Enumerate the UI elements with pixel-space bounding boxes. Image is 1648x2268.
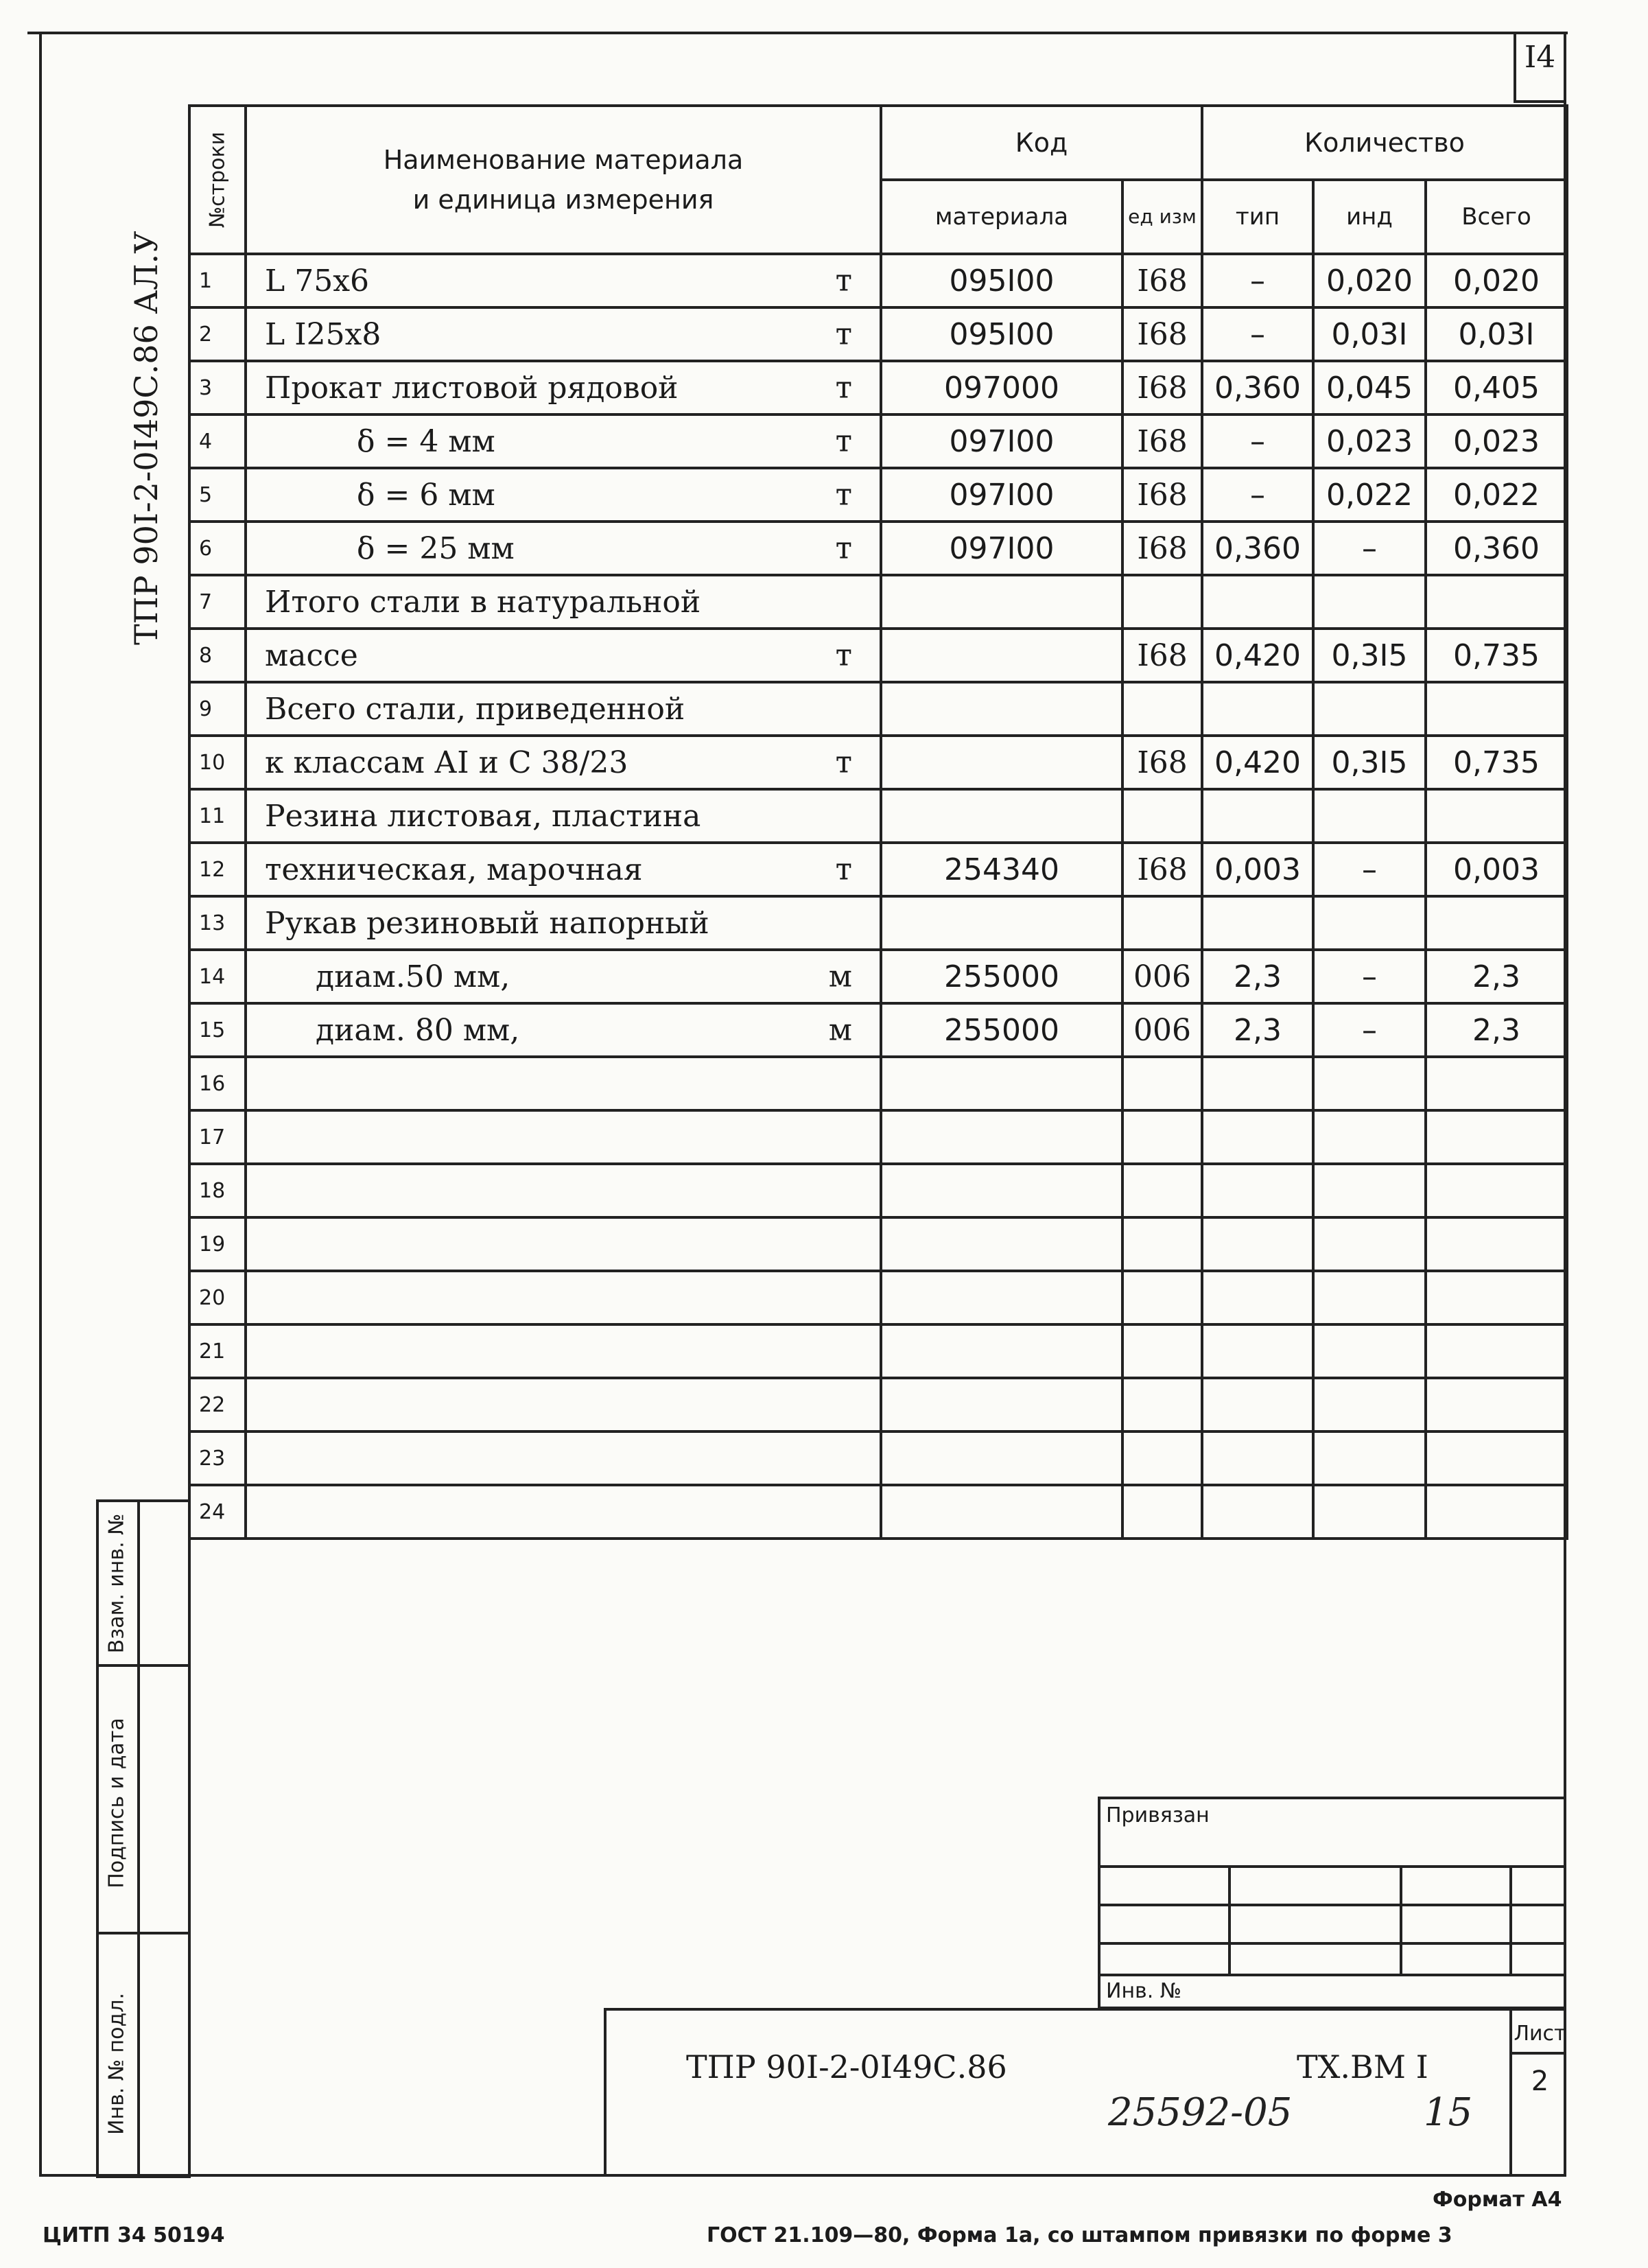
row-number: 3 [189, 361, 246, 414]
table-header-row-1 [189, 106, 1567, 180]
unit-code: I68 [1122, 254, 1202, 307]
table-row [189, 843, 1567, 896]
code-unit-header: ед изм [1122, 180, 1202, 254]
qty-ind [1313, 1164, 1426, 1217]
inv-label: Инв. № подл. [104, 1993, 129, 2135]
qty-type: 0,420 [1202, 736, 1313, 789]
table-row [189, 950, 1567, 1003]
binding-line-4 [1098, 1974, 1566, 1976]
rows-label: №строки [205, 131, 230, 229]
material-name-cell [246, 307, 881, 361]
table-row [189, 736, 1567, 789]
qty-type [1202, 1057, 1313, 1110]
format-label: Формат А4 [1433, 2188, 1562, 2212]
row-number: 11 [189, 789, 246, 843]
material-code: 254340 [881, 843, 1122, 896]
qty-ind: – [1313, 1003, 1426, 1057]
qty-total [1426, 1271, 1567, 1324]
table-row [189, 789, 1567, 843]
material-name-cell [246, 789, 881, 843]
sheet-label: Лист [1514, 2022, 1566, 2046]
material-name: массе [265, 638, 358, 673]
binding-vline-2 [1400, 1865, 1402, 1974]
qty-ind: 0,022 [1313, 468, 1426, 522]
qty-total: 0,023 [1426, 414, 1567, 468]
qty-group-header: Количество [1202, 106, 1567, 180]
unit-code [1122, 1057, 1202, 1110]
qty-total: 0,735 [1426, 629, 1567, 682]
unit-code [1122, 789, 1202, 843]
qty-ind [1313, 1110, 1426, 1164]
unit-code: I68 [1122, 629, 1202, 682]
unit-code: I68 [1122, 307, 1202, 361]
row-number: 16 [189, 1057, 246, 1110]
row-number: 19 [189, 1217, 246, 1271]
table-row [189, 1378, 1567, 1431]
material-name-cell [246, 1003, 881, 1057]
qty-ind: 0,045 [1313, 361, 1426, 414]
material-code: 095I00 [881, 254, 1122, 307]
qty-ind [1313, 1485, 1426, 1539]
binding-line-2 [1098, 1904, 1566, 1906]
material-code [881, 629, 1122, 682]
table-row [189, 1431, 1567, 1485]
row-number: 22 [189, 1378, 246, 1431]
binding-line-1 [1098, 1865, 1566, 1868]
material-name-cell [246, 1217, 881, 1271]
material-name: δ = 25 мм [357, 530, 515, 566]
unit-code [1122, 896, 1202, 950]
qty-type [1202, 1217, 1313, 1271]
qty-type [1202, 1110, 1313, 1164]
qty-type: 0,003 [1202, 843, 1313, 896]
material-code [881, 1485, 1122, 1539]
material-unit: м [828, 959, 852, 994]
row-number: 23 [189, 1431, 246, 1485]
table-row [189, 307, 1567, 361]
table-row [189, 629, 1567, 682]
qty-total [1426, 1110, 1567, 1164]
name-header-line2: и единица измерения [412, 185, 714, 215]
row-number: 14 [189, 950, 246, 1003]
unit-code [1122, 1431, 1202, 1485]
material-name-cell [246, 950, 881, 1003]
table-row [189, 1003, 1567, 1057]
table-row [189, 361, 1567, 414]
material-name: δ = 6 мм [357, 477, 495, 513]
name-column-header [246, 106, 881, 254]
qty-total: 0,003 [1426, 843, 1567, 896]
qty-total: 2,3 [1426, 950, 1567, 1003]
title-stamp-sheet-divider [1509, 2008, 1512, 2177]
rows-column-header [189, 106, 246, 254]
table-row [189, 1217, 1567, 1271]
material-code: 095I00 [881, 307, 1122, 361]
unit-code [1122, 682, 1202, 736]
code-group-header: Код [881, 106, 1202, 180]
row-number: 2 [189, 307, 246, 361]
material-name-cell [246, 1057, 881, 1110]
material-unit: т [835, 477, 852, 513]
material-name: к классам АI и С 38/23 [265, 745, 628, 780]
qty-total [1426, 789, 1567, 843]
table-row [189, 682, 1567, 736]
qty-total [1426, 575, 1567, 629]
qty-ind: 0,020 [1313, 254, 1426, 307]
material-name: Рукав резиновый напорный [265, 905, 709, 941]
material-name: диам. 80 мм, [316, 1012, 520, 1048]
footer-left-code: ЦИТП 34 50194 [43, 2223, 225, 2247]
table-row [189, 522, 1567, 575]
unit-code [1122, 1485, 1202, 1539]
unit-code [1122, 1110, 1202, 1164]
material-code [881, 1271, 1122, 1324]
qty-type: 0,420 [1202, 629, 1313, 682]
unit-code [1122, 1271, 1202, 1324]
material-unit: т [835, 263, 852, 299]
material-name-cell [246, 682, 881, 736]
row-number: 4 [189, 414, 246, 468]
title-stamp [604, 2008, 1566, 2177]
material-code: 097I00 [881, 522, 1122, 575]
material-code [881, 789, 1122, 843]
unit-code: 006 [1122, 950, 1202, 1003]
table-row [189, 1485, 1567, 1539]
row-number: 9 [189, 682, 246, 736]
material-unit: т [835, 852, 852, 887]
material-code: 255000 [881, 1003, 1122, 1057]
page-number: I4 [1524, 40, 1556, 75]
material-code: 097I00 [881, 414, 1122, 468]
table-row [189, 414, 1567, 468]
qty-type: – [1202, 254, 1313, 307]
qty-ind [1313, 1271, 1426, 1324]
material-name-cell [246, 414, 881, 468]
qty-type [1202, 1271, 1313, 1324]
material-code [881, 1324, 1122, 1378]
qty-type: 2,3 [1202, 1003, 1313, 1057]
qty-ind-header: инд [1313, 180, 1426, 254]
stamp-document-mark: ТХ.ВМ I [1297, 2048, 1428, 2085]
qty-type: – [1202, 414, 1313, 468]
row-number: 20 [189, 1271, 246, 1324]
row-number: 8 [189, 629, 246, 682]
material-code [881, 575, 1122, 629]
qty-ind: 0,3I5 [1313, 736, 1426, 789]
qty-type [1202, 1164, 1313, 1217]
qty-total [1426, 1485, 1567, 1539]
material-code [881, 1057, 1122, 1110]
unit-code [1122, 575, 1202, 629]
side-document-code: ТПР 90I-2-0I49С.86 АЛ.У [128, 231, 165, 645]
material-code [881, 896, 1122, 950]
qty-ind [1313, 1324, 1426, 1378]
qty-type [1202, 1431, 1313, 1485]
qty-ind [1313, 789, 1426, 843]
row-number: 24 [189, 1485, 246, 1539]
qty-type: 0,360 [1202, 361, 1313, 414]
qty-ind [1313, 1057, 1426, 1110]
handwritten-order-number: 25592-05 [1108, 2090, 1293, 2135]
material-name-cell [246, 1324, 881, 1378]
material-name-cell [246, 1164, 881, 1217]
qty-type [1202, 1378, 1313, 1431]
unit-code: I68 [1122, 468, 1202, 522]
qty-ind [1313, 682, 1426, 736]
qty-total: 0,020 [1426, 254, 1567, 307]
qty-type [1202, 1324, 1313, 1378]
table-row [189, 254, 1567, 307]
qty-type: – [1202, 468, 1313, 522]
qty-ind: 0,023 [1313, 414, 1426, 468]
material-name: техническая, марочная [265, 852, 643, 887]
material-name-cell [246, 736, 881, 789]
material-name-cell [246, 1485, 881, 1539]
material-name: Резина листовая, пластина [265, 798, 701, 834]
qty-ind [1313, 1217, 1426, 1271]
qty-type [1202, 575, 1313, 629]
row-number: 1 [189, 254, 246, 307]
table-row [189, 1057, 1567, 1110]
binding-vline-1 [1228, 1865, 1231, 1974]
material-code [881, 1431, 1122, 1485]
material-code: 097I00 [881, 468, 1122, 522]
qty-total [1426, 1378, 1567, 1431]
side-stamp-divider-2 [96, 1932, 191, 1934]
binding-label: Привязан [1106, 1803, 1210, 1827]
material-code [881, 1378, 1122, 1431]
qty-ind: 0,03I [1313, 307, 1426, 361]
table-row [189, 1271, 1567, 1324]
row-number: 17 [189, 1110, 246, 1164]
qty-type-header: тип [1202, 180, 1313, 254]
qty-type: 2,3 [1202, 950, 1313, 1003]
material-code [881, 736, 1122, 789]
vzam-label: Взам. инв. № [104, 1513, 129, 1654]
materials-table [188, 104, 1568, 1540]
material-name-cell [246, 575, 881, 629]
footer-gost: ГОСТ 21.109—80, Форма 1а, со штампом привязки по форме 3 [707, 2223, 1452, 2247]
material-name-cell [246, 1271, 881, 1324]
material-name: Прокат листовой рядовой [265, 370, 679, 406]
qty-ind [1313, 1431, 1426, 1485]
unit-code [1122, 1164, 1202, 1217]
qty-ind: – [1313, 522, 1426, 575]
qty-total [1426, 1164, 1567, 1217]
qty-type [1202, 896, 1313, 950]
table-row [189, 1110, 1567, 1164]
qty-ind: 0,3I5 [1313, 629, 1426, 682]
row-number: 5 [189, 468, 246, 522]
binding-line-3 [1098, 1942, 1566, 1945]
material-name-cell [246, 1431, 881, 1485]
row-number: 15 [189, 1003, 246, 1057]
qty-total [1426, 1431, 1567, 1485]
material-code: 097000 [881, 361, 1122, 414]
unit-code [1122, 1217, 1202, 1271]
material-name-cell [246, 468, 881, 522]
row-number: 13 [189, 896, 246, 950]
material-code [881, 682, 1122, 736]
stamp-document-code: ТПР 90I-2-0I49С.86 [686, 2048, 1007, 2085]
material-unit: т [835, 370, 852, 406]
material-name: L I25х8 [265, 316, 381, 352]
qty-type: – [1202, 307, 1313, 361]
qty-total: 0,735 [1426, 736, 1567, 789]
material-name-cell [246, 629, 881, 682]
binding-inv-label: Инв. № [1106, 1979, 1182, 2003]
side-stamp-inner-line [137, 1499, 140, 2178]
row-number: 18 [189, 1164, 246, 1217]
row-number: 6 [189, 522, 246, 575]
podpis-label: Подпись и дата [104, 1718, 129, 1889]
material-name: δ = 4 мм [357, 423, 495, 459]
material-name-cell [246, 843, 881, 896]
unit-code: I68 [1122, 414, 1202, 468]
row-number: 7 [189, 575, 246, 629]
qty-total: 2,3 [1426, 1003, 1567, 1057]
qty-total [1426, 1324, 1567, 1378]
qty-total-header: Всего [1426, 180, 1567, 254]
code-material-header: материала [881, 180, 1122, 254]
binding-vline-3 [1509, 1865, 1512, 1974]
unit-code: I68 [1122, 361, 1202, 414]
handwritten-page-number: 15 [1424, 2090, 1473, 2135]
unit-code: 006 [1122, 1003, 1202, 1057]
material-name-cell [246, 522, 881, 575]
qty-total [1426, 1217, 1567, 1271]
material-unit: т [835, 638, 852, 673]
qty-total [1426, 1057, 1567, 1110]
material-code [881, 1217, 1122, 1271]
material-name-cell [246, 361, 881, 414]
material-name: L 75х6 [265, 263, 370, 299]
table-row [189, 1324, 1567, 1378]
material-unit: т [835, 423, 852, 459]
material-unit: т [835, 745, 852, 780]
qty-total [1426, 896, 1567, 950]
material-unit: т [835, 316, 852, 352]
qty-ind [1313, 575, 1426, 629]
row-number: 12 [189, 843, 246, 896]
material-code [881, 1110, 1122, 1164]
unit-code [1122, 1324, 1202, 1378]
table-row [189, 468, 1567, 522]
qty-type [1202, 1485, 1313, 1539]
qty-type [1202, 682, 1313, 736]
table-row [189, 896, 1567, 950]
row-number: 21 [189, 1324, 246, 1378]
qty-total: 0,405 [1426, 361, 1567, 414]
material-name: диам.50 мм, [316, 959, 510, 994]
material-name-cell [246, 1110, 881, 1164]
qty-ind: – [1313, 843, 1426, 896]
row-number: 10 [189, 736, 246, 789]
qty-total [1426, 682, 1567, 736]
sheet-number: 2 [1531, 2066, 1549, 2097]
material-name-cell [246, 1378, 881, 1431]
qty-ind [1313, 1378, 1426, 1431]
name-header-line1: Наименование материала [383, 145, 744, 175]
qty-total: 0,022 [1426, 468, 1567, 522]
material-name: Всего стали, приведенной [265, 691, 685, 727]
qty-ind: – [1313, 950, 1426, 1003]
material-code [881, 1164, 1122, 1217]
unit-code: I68 [1122, 736, 1202, 789]
material-unit: т [835, 530, 852, 566]
unit-code: I68 [1122, 522, 1202, 575]
table-row [189, 575, 1567, 629]
qty-type [1202, 789, 1313, 843]
qty-ind [1313, 896, 1426, 950]
table-row [189, 1164, 1567, 1217]
qty-total: 0,360 [1426, 522, 1567, 575]
qty-total: 0,03I [1426, 307, 1567, 361]
title-stamp-sheet-line [1509, 2052, 1566, 2055]
qty-type: 0,360 [1202, 522, 1313, 575]
material-name-cell [246, 896, 881, 950]
binding-stamp [1098, 1797, 1566, 2009]
material-name: Итого стали в натуральной [265, 584, 701, 620]
material-code: 255000 [881, 950, 1122, 1003]
unit-code [1122, 1378, 1202, 1431]
material-unit: м [828, 1012, 852, 1048]
unit-code: I68 [1122, 843, 1202, 896]
material-name-cell [246, 254, 881, 307]
